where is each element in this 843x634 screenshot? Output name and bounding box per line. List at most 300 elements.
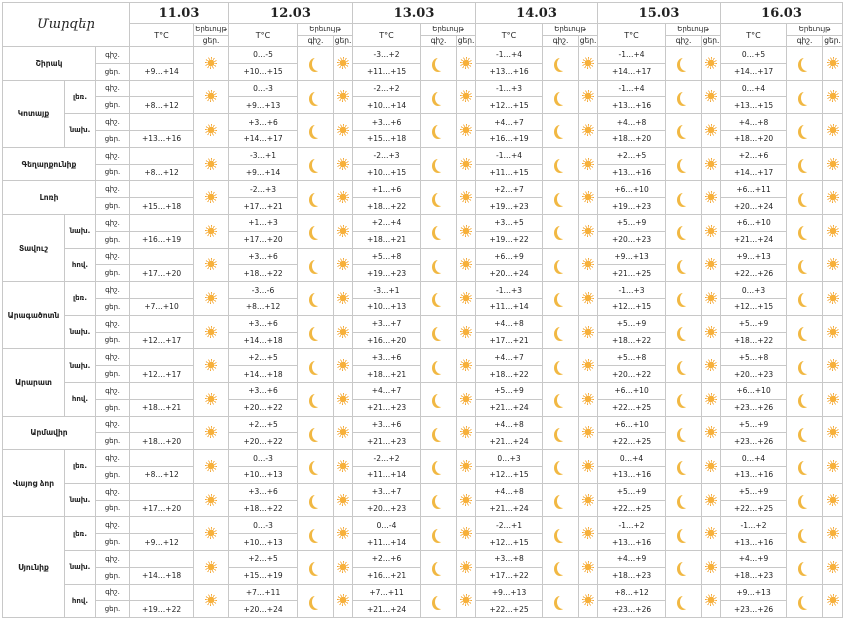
night-phenomenon-cell [421,248,457,282]
sun-icon [460,158,472,170]
temperature-cell: -1…+3 [476,80,543,97]
moon-icon [801,427,813,441]
night-phenomenon-cell [298,248,334,282]
temperature-cell: +7…+11 [229,584,298,601]
temperature-cell: +20…+23 [353,500,421,517]
phenomena-header: Երեւույթ [195,25,227,34]
region-name: Վայոց ձոր [3,450,65,517]
day-phenomenon-cell [823,47,843,81]
temperature-cell: +3…+6 [229,248,298,265]
temperature-cell: +14…+17 [598,63,666,80]
temperature-cell: +16…+21 [353,567,421,584]
night-phenomenon-cell [298,382,334,416]
sun-icon [705,90,717,102]
sun-icon [705,124,717,136]
day-phenomenon-cell [457,248,476,282]
sun-icon [205,225,217,237]
phenomena-header: Երեւույթ [298,24,353,36]
day-phenomenon-cell [579,315,598,349]
temperature-cell: +6…+10 [721,214,787,231]
sun-icon [205,326,217,338]
temperature-cell [130,315,194,332]
temperature-cell: +11…+14 [476,298,543,315]
temperature-cell: +11…+14 [353,466,421,483]
sun-icon [827,326,839,338]
phenomenon-cell [194,248,229,282]
sun-icon [705,359,717,371]
moon-icon [680,158,692,172]
night-label: գիշ. [96,80,130,97]
moon-icon [312,225,324,239]
phenomenon-cell [194,181,229,215]
sun-icon [205,258,217,270]
night-phenomenon-cell [666,584,702,618]
table-row [3,181,843,198]
sun-icon [337,494,349,506]
night-phenomenon-cell [666,416,702,450]
sun-icon [337,225,349,237]
sun-icon [205,527,217,539]
night-phenomenon-cell [298,450,334,484]
temperature-cell: +2…+6 [721,147,787,164]
day-label: ցեր. [96,63,130,80]
day-phenomenon-cell [457,382,476,416]
sun-icon [205,90,217,102]
temperature-cell [130,349,194,366]
temperature-cell: +2…+6 [353,550,421,567]
day-phenomenon-cell [702,248,721,282]
day-phenomenon-cell [823,416,843,450]
table-row [3,450,843,467]
temperature-cell: +17…+22 [476,567,543,584]
night-phenomenon-cell [421,349,457,383]
phenomenon-cell [194,517,229,551]
temperature-cell: -1…+4 [476,47,543,64]
day-phenomenon-cell [702,584,721,618]
temperature-cell: +4…+9 [721,550,787,567]
night-phenomenon-cell [421,114,457,148]
temperature-cell [130,47,194,64]
temperature-cell: +13…+16 [598,534,666,551]
moon-icon [801,124,813,138]
day-phenomenon-cell [579,349,598,383]
temperature-cell: +21…+24 [476,500,543,517]
temperature-cell: +22…+25 [721,500,787,517]
day-label: ցեր. [96,130,130,147]
day-phenomenon-cell [823,80,843,114]
phenomenon-cell [194,416,229,450]
temperature-cell: +3…+6 [229,382,298,399]
temperature-cell: +3…+7 [353,315,421,332]
temperature-cell: -1…+3 [476,282,543,299]
sun-icon [337,57,349,69]
sun-icon [337,393,349,405]
sun-icon [705,594,717,606]
table-row [3,47,843,64]
day-phenomenon-cell [457,483,476,517]
night-phenomenon-cell [543,248,579,282]
phenomena-header: Երեւույթ [543,24,598,36]
temperature-cell: +17…+20 [229,231,298,248]
sun-icon [460,426,472,438]
moon-icon [435,460,447,474]
sun-icon [205,57,217,69]
temperature-cell: +13…+16 [598,164,666,181]
day-phenomenon-cell [823,214,843,248]
temperature-cell: +9…+12 [130,534,194,551]
night-phenomenon-cell [421,382,457,416]
temperature-cell: +3…+6 [353,349,421,366]
temperature-cell: 0…+4 [721,450,787,467]
night-phenomenon-cell [787,147,823,181]
temperature-cell: +22…+25 [476,601,543,618]
temperature-cell: +12…+15 [721,298,787,315]
sun-icon [705,292,717,304]
night-phenomenon-cell [787,584,823,618]
moon-icon [680,225,692,239]
temperature-cell: +1…+3 [229,214,298,231]
day-label: ցեր. [96,601,130,618]
day-phenomenon-cell [823,584,843,618]
moon-icon [680,561,692,575]
temperature-cell: -1…+3 [598,282,666,299]
temperature-cell: +4…+8 [476,416,543,433]
temperature-cell [130,214,194,231]
night-sub-header: գիշ. [298,35,334,47]
moon-icon [680,427,692,441]
temperature-cell [130,147,194,164]
day-phenomenon-cell [702,181,721,215]
day-sub-header: ցեր. [579,35,597,45]
temperature-cell: +14…+17 [721,164,787,181]
moon-icon [435,494,447,508]
night-phenomenon-cell [298,483,334,517]
temperature-cell: +8…+12 [130,97,194,114]
day-phenomenon-cell [702,550,721,584]
temperature-cell: +2…+4 [353,214,421,231]
temperature-cell: -2…+1 [476,517,543,534]
night-phenomenon-cell [298,181,334,215]
temperature-cell: +23…+26 [721,601,787,618]
temperature-cell: -2…+2 [353,450,421,467]
temperature-cell [130,181,194,198]
temperature-cell: +19…+22 [476,231,543,248]
night-phenomenon-cell [421,416,457,450]
temperature-cell: +6…+10 [598,181,666,198]
sun-icon [460,460,472,472]
phenomenon-cell [194,47,229,81]
sun-icon [705,258,717,270]
moon-icon [557,225,569,239]
night-label: գիշ. [96,584,130,601]
temperature-cell: +8…+12 [130,164,194,181]
night-sub-header: գիշ. [787,35,823,47]
temperature-cell: +21…+24 [476,399,543,416]
day-phenomenon-cell [579,47,598,81]
sun-icon [337,460,349,472]
sun-icon [460,258,472,270]
day-phenomenon-cell [457,282,476,316]
temperature-cell: +23…+26 [721,399,787,416]
moon-icon [557,292,569,306]
moon-icon [801,393,813,407]
temperature-cell: +12…+15 [476,534,543,551]
temperature-cell: +4…+7 [353,382,421,399]
sun-icon [460,90,472,102]
day-phenomenon-cell [334,483,353,517]
night-label: գիշ. [96,517,130,534]
moon-icon [435,225,447,239]
temperature-cell: +18…+22 [353,198,421,215]
temperature-cell: +8…+12 [130,466,194,483]
night-phenomenon-cell [543,214,579,248]
night-phenomenon-cell [543,584,579,618]
sun-icon [460,225,472,237]
day-phenomenon-cell [457,349,476,383]
temperature-cell: +21…+24 [353,601,421,618]
temperature-cell: +14…+17 [229,130,298,147]
moon-icon [435,192,447,206]
temperature-cell: +6…+10 [598,382,666,399]
day-label: ցեր. [96,466,130,483]
night-phenomenon-cell [666,349,702,383]
night-phenomenon-cell [666,382,702,416]
temperature-cell: +4…+8 [721,114,787,131]
day-label: ցեր. [96,399,130,416]
temperature-cell: +20…+22 [598,366,666,383]
phenomenon-cell [194,315,229,349]
temperature-cell [130,450,194,467]
sun-icon [205,494,217,506]
sun-icon [337,326,349,338]
temperature-cell: +21…+25 [598,265,666,282]
sun-icon [337,191,349,203]
moon-icon [557,124,569,138]
table-row [3,517,843,534]
night-phenomenon-cell [787,416,823,450]
moon-icon [801,158,813,172]
temperature-cell: +14…+17 [721,63,787,80]
temperature-cell: 0…+4 [721,80,787,97]
night-sub-header: գիշ. [666,35,702,47]
day-phenomenon-cell [334,147,353,181]
region-name: Սյունիք [3,517,65,618]
night-phenomenon-cell [421,147,457,181]
region-name: Արարատ [3,349,65,416]
night-phenomenon-cell [666,147,702,181]
day-label: ցեր. [96,366,130,383]
temperature-cell: +21…+24 [476,433,543,450]
region-name: Գեղարքունիք [3,147,96,181]
sun-icon [205,393,217,405]
temperature-cell: +21…+23 [353,399,421,416]
moon-icon [312,360,324,374]
moon-icon [435,326,447,340]
temperature-cell: -1…+2 [721,517,787,534]
region-name: Արագածոտն [3,282,65,349]
temperature-cell [130,382,194,399]
moon-icon [312,460,324,474]
day-phenomenon-cell [457,47,476,81]
temperature-cell: +2…+5 [229,416,298,433]
temperature-cell: 0…-4 [353,517,421,534]
period-label: հով. [65,382,96,416]
temperature-cell [130,282,194,299]
temperature-cell: +13…+16 [721,534,787,551]
day-phenomenon-cell [579,282,598,316]
moon-icon [557,259,569,273]
temperature-cell: +5…+8 [353,248,421,265]
sun-icon [582,326,594,338]
night-phenomenon-cell [666,517,702,551]
temperature-cell: 0…+5 [721,47,787,64]
temperature-cell: +14…+18 [229,366,298,383]
table-row [3,147,843,164]
day-phenomenon-cell [702,282,721,316]
temperature-cell: +14…+18 [130,567,194,584]
temperature-cell: +12…+17 [130,332,194,349]
temp-header: T°C [229,24,298,47]
moon-icon [312,561,324,575]
night-phenomenon-cell [543,483,579,517]
moon-icon [801,595,813,609]
day-phenomenon-cell [334,416,353,450]
period-label: հով. [65,248,96,282]
sun-icon [582,124,594,136]
day-label: ցեր. [96,298,130,315]
moon-icon [801,360,813,374]
moon-icon [435,427,447,441]
temperature-cell: +18…+21 [353,366,421,383]
temperature-cell: +11…+15 [476,164,543,181]
night-label: գիշ. [96,382,130,399]
night-phenomenon-cell [421,214,457,248]
day-phenomenon-cell [457,147,476,181]
region-name: Կոտայք [3,80,65,147]
temperature-cell: +17…+21 [476,332,543,349]
temperature-cell: +3…+6 [229,315,298,332]
sun-icon [460,57,472,69]
sun-icon [582,561,594,573]
night-phenomenon-cell [666,80,702,114]
sun-icon [582,158,594,170]
night-phenomenon-cell [787,248,823,282]
day-phenomenon-cell [579,214,598,248]
temperature-cell: +18…+23 [598,567,666,584]
day-phenomenon-cell [334,550,353,584]
day-phenomenon-cell [334,315,353,349]
sun-icon [205,594,217,606]
night-phenomenon-cell [787,483,823,517]
night-phenomenon-cell [666,214,702,248]
moon-icon [312,528,324,542]
temperature-cell: +15…+18 [353,130,421,147]
night-label: գիշ. [96,214,130,231]
night-phenomenon-cell [421,450,457,484]
moon-icon [557,326,569,340]
temperature-cell: +20…+24 [229,601,298,618]
sun-icon [205,460,217,472]
night-phenomenon-cell [298,349,334,383]
temperature-cell: +12…+15 [598,298,666,315]
sun-icon [337,90,349,102]
phenomenon-cell [194,584,229,618]
temp-header: T°C [476,24,543,47]
temperature-cell [130,584,194,601]
day-phenomenon-cell [823,248,843,282]
moon-icon [801,57,813,71]
moon-icon [435,595,447,609]
temperature-cell: +10…+15 [229,63,298,80]
sun-icon [705,326,717,338]
night-phenomenon-cell [666,47,702,81]
temperature-cell: +6…+10 [721,382,787,399]
night-phenomenon-cell [298,416,334,450]
moon-icon [435,158,447,172]
temperature-cell [130,517,194,534]
sun-icon [827,292,839,304]
phenomenon-cell [194,382,229,416]
sun-icon [460,527,472,539]
temperature-cell: +5…+8 [721,349,787,366]
day-phenomenon-cell [334,349,353,383]
temperature-cell: +6…+10 [598,416,666,433]
temperature-cell: +3…+7 [353,483,421,500]
phenomenon-cell [194,80,229,114]
day-phenomenon-cell [702,416,721,450]
temperature-cell: +20…+22 [229,399,298,416]
sun-icon [337,258,349,270]
moon-icon [801,494,813,508]
sun-icon [205,158,217,170]
day-phenomenon-cell [334,584,353,618]
night-phenomenon-cell [787,181,823,215]
temperature-cell [130,80,194,97]
day-phenomenon-cell [457,450,476,484]
night-phenomenon-cell [787,382,823,416]
sun-icon [460,124,472,136]
temperature-cell: +9…+13 [721,248,787,265]
day-phenomenon-cell [823,450,843,484]
temperature-cell: +9…+14 [130,63,194,80]
night-phenomenon-cell [421,47,457,81]
night-phenomenon-cell [298,114,334,148]
night-label: գիշ. [96,349,130,366]
night-label: գիշ. [96,416,130,433]
moon-icon [557,528,569,542]
moon-icon [312,57,324,71]
moon-icon [435,57,447,71]
temperature-cell: -3…+1 [353,282,421,299]
temperature-cell: +5…+8 [598,349,666,366]
sun-icon [582,225,594,237]
night-label: գիշ. [96,47,130,64]
temperature-cell: +10…+13 [229,466,298,483]
phenomena-header: Երեւույթ [787,24,843,36]
temperature-cell: +16…+19 [130,231,194,248]
moon-icon [557,561,569,575]
moon-icon [680,259,692,273]
day-phenomenon-cell [823,349,843,383]
day-phenomenon-cell [823,282,843,316]
temperature-cell: 0…-3 [229,450,298,467]
night-sub-header: գիշ. [421,35,457,47]
sun-icon [337,527,349,539]
day-phenomenon-cell [579,517,598,551]
day-phenomenon-cell [579,416,598,450]
region-name: Շիրակ [3,47,96,81]
moon-icon [801,326,813,340]
